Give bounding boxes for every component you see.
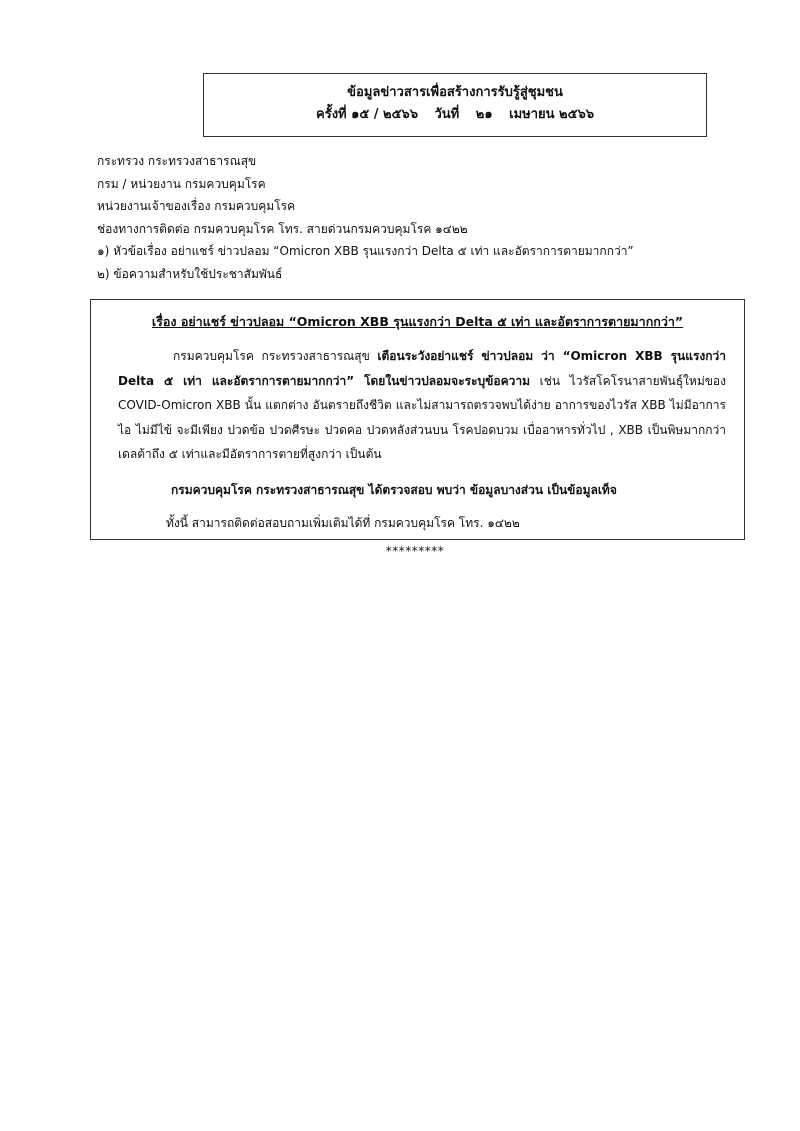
article-paragraph — [118, 344, 726, 467]
end-mark: ********* — [385, 544, 445, 558]
day-value: ๒๑ — [475, 107, 493, 122]
contact-line: ทั้งนี้ สามารถติดต่อสอบถามเพิ่มเติมได้ที่ กรมควบคุมโรค โทร. ๑๔๒๒ — [166, 516, 520, 530]
article-box — [90, 299, 745, 540]
verdict-line: กรมควบคุมโรค กระทรวงสาธารณสุข ได้ตรวจสอบ พบว่า ข้อมูลบางส่วน เป็นข้อมูลเท็จ — [171, 483, 617, 497]
issue-label: ครั้งที่ ๑๕ / ๒๕๖๖ — [316, 107, 418, 122]
channel-line: ช่องทางการติดต่อ กรมควบคุมโรค โทร. สายด่วนกรมควบคุมโรค ๑๔๒๒ — [97, 221, 468, 236]
topic-line: ๑) หัวข้อเรื่อง อย่าแชร์ ข่าวปลอม “Omicron XBB รุนแรงกว่า Delta ๕ เท่า และอัตราการตายมากกว่า” — [97, 244, 634, 258]
department-line: กรม / หน่วยงาน กรมควบคุมโรค — [97, 176, 266, 191]
header-box — [203, 73, 707, 137]
day-label: วันที่ — [434, 107, 460, 122]
month-year: เมษายน ๒๕๖๖ — [509, 107, 594, 122]
paragraph-bold: เตือนระวังอย่าแชร์ ข่าวปลอม ว่า “Omicron XBB รุนแรงกว่า Delta ๕ เท่า และอัตราการตายมากกว่า” โดยในข่าวปลอมจะระบุข้อความ — [118, 349, 726, 388]
paragraph-start: กรมควบคุมโรค กระทรวงสาธารณสุข — [173, 349, 378, 363]
article-title: เรื่อง อย่าแชร์ ข่าวปลอม “Omicron XBB รุนแรงกว่า Delta ๕ เท่า และอัตราการตายมากกว่า” — [151, 314, 684, 329]
paragraph-rest: เช่น ไวรัสโคโรนาสายพันธุ์ใหม่ของ COVID-Omicron XBB นั้น แตกต่าง อันตรายถึงชีวิต และไม่สามารถตรวจพบได้ง่าย อาการของไวรัส XBB ไม่มีอาการไอ ไม่มีไข้ จะมีเพียง ปวดข้อ ปวดศีรษะ ปวดคอ ปวดหลังส่วนบน โรคปอดบวม เบื่ออาหารทั่วไป , XBB เป็นพิษมากกว่าเดลต้าถึง ๕ เท่าและมีอัตราการตายที่สูงกว่า เป็นต้น — [118, 373, 726, 461]
message-heading: ๒) ข้อความสำหรับใช้ประชาสัมพันธ์ — [97, 266, 283, 281]
article-body — [118, 344, 726, 467]
header-issue-line — [204, 104, 706, 126]
header-title: ข้อมูลข่าวสารเพื่อสร้างการรับรู้สู่ชุมชน — [347, 85, 563, 100]
ministry-line: กระทรวง กระทรวงสาธารณสุข — [97, 154, 257, 168]
owner-line: หน่วยงานเจ้าของเรื่อง กรมควบคุมโรค — [97, 199, 296, 213]
metadata-block — [97, 150, 757, 285]
